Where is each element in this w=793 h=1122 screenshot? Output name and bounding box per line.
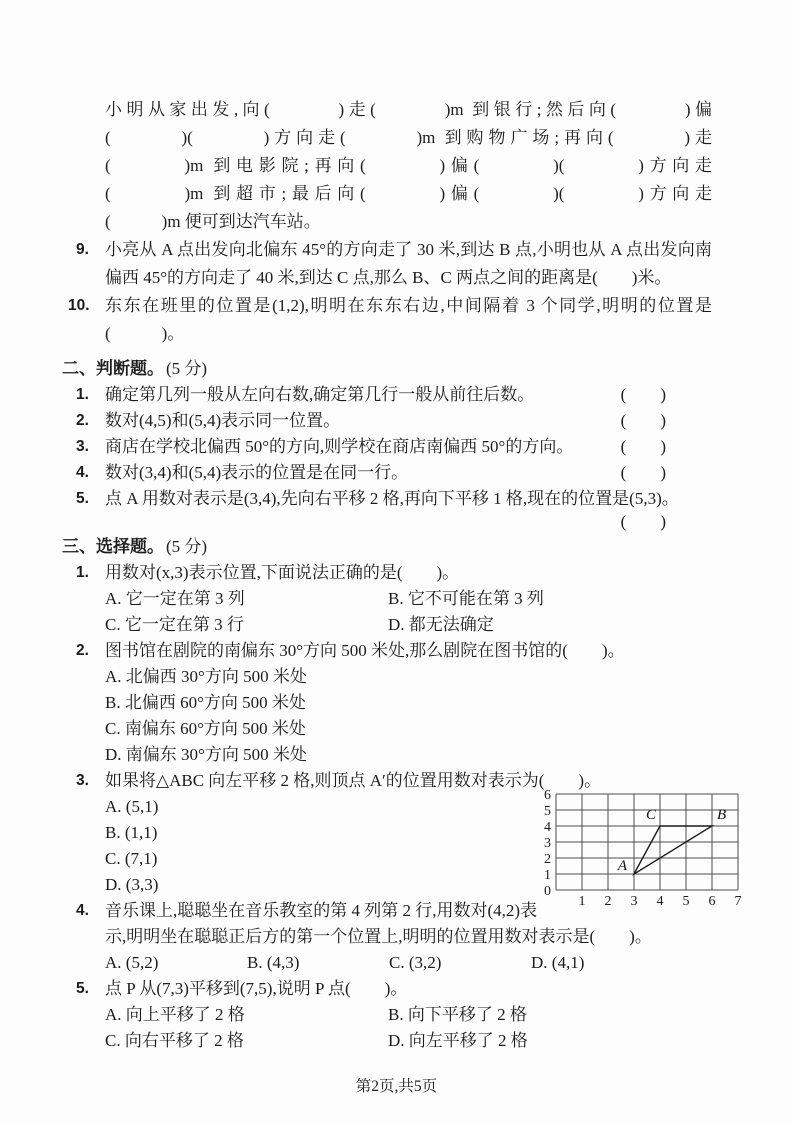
question-text: 图书馆在剧院的南偏东 30°方向 500 米处,那么剧院在图书馆的( )。 (105, 641, 625, 660)
option-d: D. 向左平移了 2 格 (388, 1031, 528, 1050)
answer-paren: ( ) (620, 385, 666, 404)
judge-item (62, 460, 712, 486)
option-row (62, 612, 712, 638)
svg-text:2: 2 (604, 894, 612, 909)
section-points: (5 分) (166, 359, 208, 378)
question-number: 5. (76, 980, 89, 997)
option-c: C. (7,1) (105, 849, 158, 868)
question-text: 数对(4,5)和(5,4)表示同一位置。 (105, 411, 341, 430)
svg-text:6: 6 (544, 788, 551, 803)
option-b: B. 向下平移了 2 格 (388, 1005, 527, 1024)
question-number: 2. (76, 642, 89, 659)
question-9 (62, 236, 712, 264)
section-title: 三、选择题。 (62, 537, 164, 556)
answer-paren: ( ) (620, 512, 666, 531)
fill-question-line: ( )( )方向走( )m 到购物广场;再向( )走 (105, 128, 712, 147)
choice-question-3-block (62, 768, 742, 909)
svg-text:3: 3 (630, 894, 638, 909)
page-content (62, 96, 742, 1054)
question-text: 点 A 用数对表示是(3,4),先向右平移 2 格,再向下平移 1 格,现在的位置是(5,3)。 (105, 489, 679, 508)
question-number: 3. (76, 772, 89, 789)
question-10 (62, 292, 712, 320)
svg-text:2: 2 (544, 852, 551, 867)
svg-text:0: 0 (544, 884, 551, 899)
option-c: C. 向右平移了 2 格 (105, 1031, 244, 1050)
question-text: 小亮从 A 点出发向北偏东 45°的方向走了 30 米,到达 B 点,小明也从 A 点出发向南 (105, 240, 712, 259)
option-d: D. (4,1) (531, 953, 585, 972)
option-b: B. 它不可能在第 3 列 (388, 589, 544, 608)
svg-text:4: 4 (656, 894, 664, 909)
question-number: 3. (76, 438, 89, 455)
question-number: 9. (76, 241, 89, 258)
svg-text:5: 5 (682, 894, 690, 909)
question-9-continued: 偏西 45°的方向走了 40 米,到达 C 点,那么 B、C 两点之间的距离是( )米。 (105, 268, 672, 287)
svg-text:1: 1 (544, 868, 551, 883)
svg-text:1: 1 (578, 894, 586, 909)
svg-text:6: 6 (708, 894, 716, 909)
option-row (62, 1002, 712, 1028)
fill-question-line: ( )m 便可到达汽车站。 (105, 212, 321, 231)
question-text: 如果将△ABC 向左平移 2 格,则顶点 A′的位置用数对表示为( )。 (105, 771, 602, 790)
question-text: 东东在班里的位置是(1,2),明明在东东右边,中间隔着 3 个同学,明明的位置是 (105, 296, 712, 315)
question-number: 10. (68, 297, 90, 314)
svg-text:4: 4 (544, 820, 551, 835)
option-d: D. 南偏东 30°方向 500 米处 (105, 745, 307, 764)
svg-text:7: 7 (734, 894, 742, 909)
judge-item (62, 408, 712, 434)
question-number: 1. (76, 386, 89, 403)
section-header-choice (62, 534, 712, 560)
option-d: D. (3,3) (105, 875, 159, 894)
question-text: 确定第几列一般从左向右数,确定第几行一般从前往后数。 (105, 385, 535, 404)
option-c: C. 它一定在第 3 行 (105, 615, 244, 634)
svg-text:B: B (717, 807, 727, 823)
option-a: A. 它一定在第 3 列 (105, 589, 245, 608)
option-b: B. (4,3) (247, 953, 300, 972)
answer-paren: ( ) (620, 411, 666, 430)
option-a: A. (5,1) (105, 797, 159, 816)
fill-question-line: ( )m 到电影院;再向( )偏( )( )方向走 (105, 156, 712, 175)
question-text: 音乐课上,聪聪坐在音乐教室的第 4 列第 2 行,用数对(4,2)表 (105, 901, 538, 920)
option-c: C. 南偏东 60°方向 500 米处 (105, 719, 306, 738)
question-text: 数对(3,4)和(5,4)表示的位置是在同一行。 (105, 463, 409, 482)
fill-question-line: 小明从家出发,向( )走( )m 到银行;然后向( )偏 (105, 100, 712, 119)
question-number: 5. (76, 490, 89, 507)
option-c: C. (3,2) (389, 953, 442, 972)
choice-question-4 (62, 898, 712, 924)
section-points: (5 分) (166, 537, 208, 556)
question-number: 4. (76, 902, 89, 919)
option-b: B. (1,1) (105, 823, 158, 842)
coordinate-grid-figure (536, 786, 748, 912)
option-a: A. 向上平移了 2 格 (105, 1005, 245, 1024)
svg-text:3: 3 (544, 836, 551, 851)
choice-question-1 (62, 560, 712, 586)
question-text: 商店在学校北偏西 50°的方向,则学校在商店南偏西 50°的方向。 (105, 437, 574, 456)
judge-item (62, 486, 712, 512)
judge-item (62, 382, 712, 408)
answer-paren: ( ) (620, 437, 666, 456)
option-row (62, 586, 712, 612)
option-b: B. 北偏西 60°方向 500 米处 (105, 693, 306, 712)
section-spacer (62, 348, 712, 356)
question-number: 2. (76, 412, 89, 429)
choice-question-4-continued: 示,明明坐在聪聪正后方的第一个位置上,明明的位置用数对表示是( )。 (105, 927, 652, 946)
svg-text:5: 5 (544, 804, 551, 819)
option-d: D. 都无法确定 (388, 615, 494, 634)
question-number: 1. (76, 564, 89, 581)
answer-paren: ( ) (620, 463, 666, 482)
question-text: 点 P 从(7,3)平移到(7,5),说明 P 点( )。 (105, 979, 408, 998)
choice-question-2 (62, 638, 712, 664)
option-row (62, 1028, 712, 1054)
page-footer: 第2页,共5页 (355, 1078, 438, 1095)
option-a: A. (5,2) (105, 953, 159, 972)
question-10-answer-blank: ( )。 (105, 324, 185, 343)
fill-question-line: ( )m 到超市;最后向( )偏( )( )方向走 (105, 184, 712, 203)
choice-question-5 (62, 976, 712, 1002)
svg-text:A: A (617, 858, 627, 874)
section-header-judge (62, 356, 712, 382)
option-a: A. 北偏西 30°方向 500 米处 (105, 667, 307, 686)
option-row (62, 950, 712, 976)
svg-text:C: C (645, 807, 656, 823)
section-title: 二、判断题。 (62, 359, 164, 378)
question-number: 4. (76, 464, 89, 481)
judge-item (62, 434, 712, 460)
question-text: 用数对(x,3)表示位置,下面说法正确的是( )。 (105, 563, 460, 582)
